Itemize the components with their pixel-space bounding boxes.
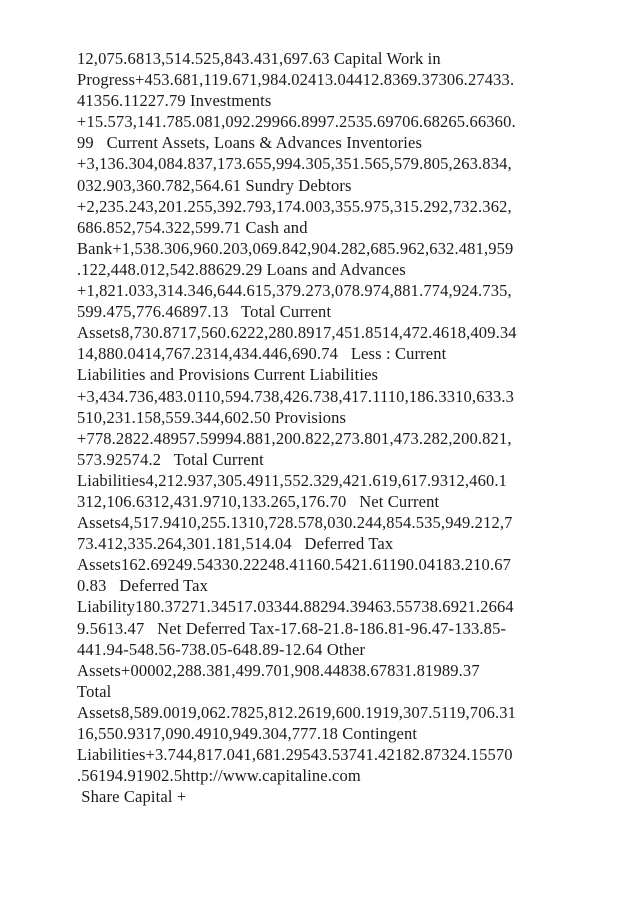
text-line: 573.92574.2 Total Current [77, 449, 264, 469]
text-line: 9.5613.47 Net Deferred Tax-17.68-21.8-186.81-96.47-133.85- [77, 618, 507, 638]
text-line: Progress+453.681,119.671,984.02413.04412.8369.37306.27433. [77, 70, 515, 90]
text-line: Total [77, 681, 112, 701]
text-line: 41356.11227.79 Investments [77, 91, 272, 111]
text-line: .122,448.012,542.88629.29 Loans and Advances [77, 259, 406, 279]
text-line: +3,434.736,483.0110,594.738,426.738,417.1110,186.3310,633.3 [77, 386, 515, 406]
text-line: +2,235.243,201.255,392.793,174.003,355.975,315.292,732.362, [77, 196, 512, 216]
text-line: 312,106.6312,431.9710,133.265,176.70 Net Current [77, 491, 440, 511]
balance-sheet-text [77, 48, 577, 807]
text-line: Liabilities4,212.937,305.4911,552.329,421.619,617.9312,460.1 [77, 470, 508, 490]
text-line: Liabilities+3.744,817.041,681.29543.53741.42182.87324.15570 [77, 745, 513, 765]
text-line: Bank+1,538.306,960.203,069.842,904.282,685.962,632.481,959 [77, 238, 514, 258]
text-line: Share Capital + [77, 787, 187, 807]
text-line: 73.412,335.264,301.181,514.04 Deferred Tax [77, 534, 394, 554]
text-line: 441.94-548.56-738.05-648.89-12.64 Other [77, 639, 366, 659]
text-line: +15.573,141.785.081,092.29966.8997.2535.69706.68265.66360. [77, 112, 516, 132]
text-line: 14,880.0414,767.2314,434.446,690.74 Less : Current [77, 344, 447, 364]
text-line: 510,231.158,559.344,602.50 Provisions [77, 407, 347, 427]
text-line: 032.903,360.782,564.61 Sundry Debtors [77, 175, 352, 195]
text-line: Assets162.69249.54330.22248.41160.5421.61190.04183.210.67 [77, 555, 512, 575]
text-line: 12,075.6813,514.525,843.431,697.63 Capital Work in [77, 49, 441, 68]
text-line: 599.475,776.46897.13 Total Current [77, 302, 332, 322]
source-url-line: .56194.91902.5http://www.capitaline.com [77, 766, 361, 786]
text-line: Assets+00002,288.381,499.701,908.44838.67831.81989.37 [77, 660, 480, 680]
text-line: 686.852,754.322,599.71 Cash and [77, 217, 308, 237]
text-line: +1,821.033,314.346,644.615,379.273,078.974,881.774,924.735, [77, 281, 512, 301]
text-line: 16,550.9317,090.4910,949.304,777.18 Contingent [77, 724, 418, 743]
text-line: 0.83 Deferred Tax [77, 576, 209, 596]
text-line: 99 Current Assets, Loans & Advances Inventories [77, 133, 423, 153]
text-line: Liability180.37271.34517.03344.88294.39463.55738.6921.2664 [77, 597, 514, 617]
text-line: +778.2822.48957.59994.881,200.822,273.801,473.282,200.821, [77, 428, 512, 448]
text-line: +3,136.304,084.837,173.655,994.305,351.565,579.805,263.834, [77, 154, 512, 174]
text-line: Assets8,589.0019,062.7825,812.2619,600.1919,307.5119,706.31 [77, 702, 517, 722]
text-line: Assets4,517.9410,255.1310,728.578,030.244,854.535,949.212,7 [77, 513, 513, 533]
text-line: Liabilities and Provisions Current Liabilities [77, 365, 379, 385]
text-line: Assets8,730.8717,560.6222,280.8917,451.8514,472.4618,409.34 [77, 323, 517, 343]
